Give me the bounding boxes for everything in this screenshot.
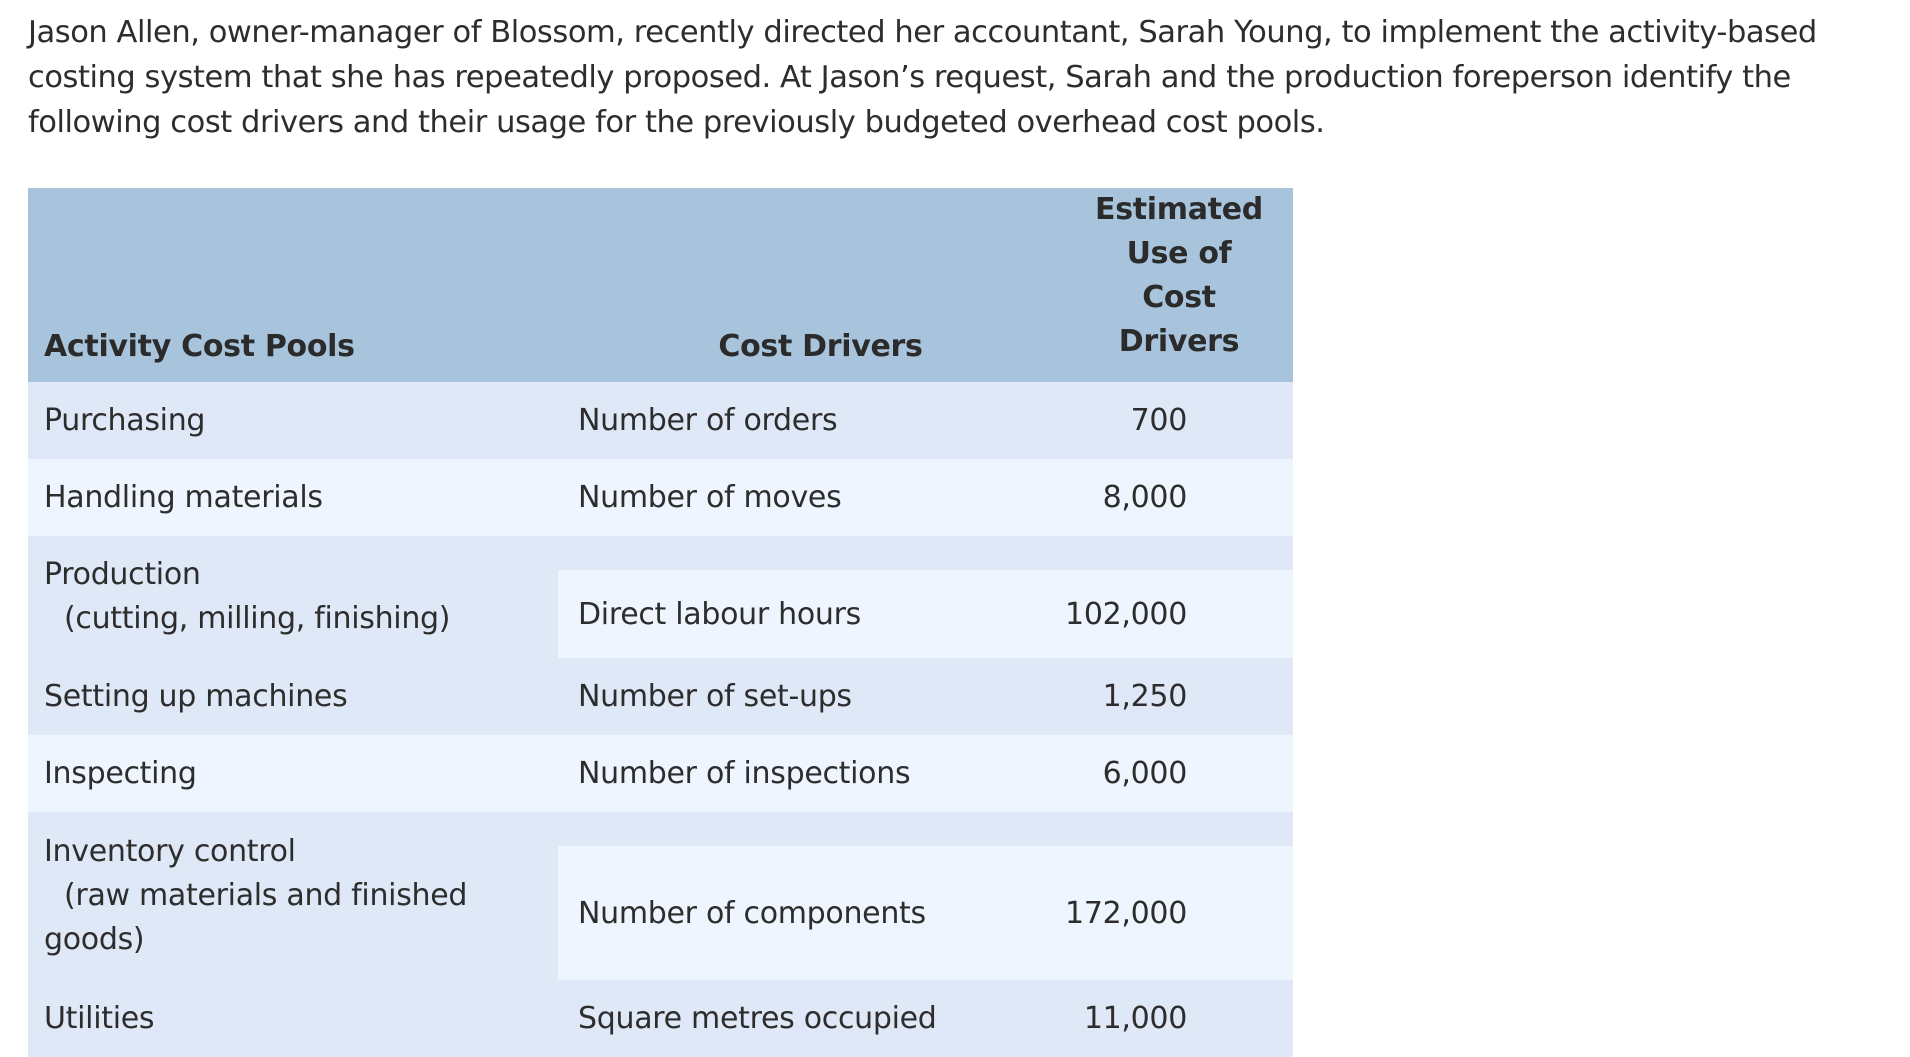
intro-paragraph: Jason Allen, owner-manager of Blossom, recently directed her accountant, Sarah Young, to implement the activity-based costing system that she has repeatedly proposed. At Jason’s request, Sarah and the production foreperson identify the following cost drivers and their usage for the previously budgeted overhead cost pools. (28, 15, 1817, 140)
use-cell (1065, 536, 1293, 658)
pool-subtitle: (raw materials and finished (64, 878, 468, 913)
pool-cell: Purchasing (44, 402, 206, 438)
use-cell (1065, 812, 1293, 980)
table-row (28, 980, 1293, 1057)
pool-name: Inventory control (44, 834, 296, 869)
use-cell: 11,000 (1083, 1001, 1187, 1036)
use-cell: 6,000 (1102, 756, 1187, 791)
table-row (28, 812, 1293, 980)
driver-cell: Square metres occupied (578, 1001, 937, 1036)
pool-cell: Utilities (44, 1000, 155, 1036)
pool-name: Production (44, 557, 201, 592)
use-cell: 1,250 (1102, 679, 1187, 714)
pool-cell: Inspecting (44, 755, 197, 791)
pool-cell (28, 536, 558, 658)
pool-cell (28, 812, 558, 980)
pool-subtitle-cont: goods) (44, 922, 145, 957)
table-row (28, 658, 1293, 735)
table-row (28, 382, 1293, 459)
cost-drivers-table (28, 188, 1293, 1057)
table-row (28, 459, 1293, 536)
use-cell: 8,000 (1102, 480, 1187, 515)
header-estimated-use-line1: Estimated Use of (1095, 192, 1263, 271)
pool-subtitle: (cutting, milling, finishing) (64, 601, 451, 636)
header-estimated-use (1083, 188, 1293, 382)
pool-cell: Handling materials (44, 479, 323, 515)
table-row (28, 735, 1293, 812)
driver-cell: Number of orders (578, 403, 838, 438)
table-row (28, 536, 1293, 658)
use-text: 102,000 (1065, 596, 1187, 632)
header-activity-cost-pools: Activity Cost Pools (44, 329, 355, 364)
driver-cell: Number of inspections (578, 756, 911, 791)
header-estimated-use-line2: Cost Drivers (1118, 280, 1240, 359)
use-cell: 700 (1130, 403, 1187, 438)
pool-cell: Setting up machines (44, 678, 348, 714)
use-text: 172,000 (1065, 895, 1187, 931)
header-cost-drivers: Cost Drivers (718, 329, 923, 364)
driver-text: Direct labour hours (578, 596, 862, 632)
driver-cell (558, 812, 1083, 980)
driver-text: Number of components (578, 895, 926, 931)
driver-cell (558, 536, 1083, 658)
driver-cell: Number of set-ups (578, 679, 852, 714)
table-header-row (28, 188, 1293, 382)
driver-cell: Number of moves (578, 480, 842, 515)
